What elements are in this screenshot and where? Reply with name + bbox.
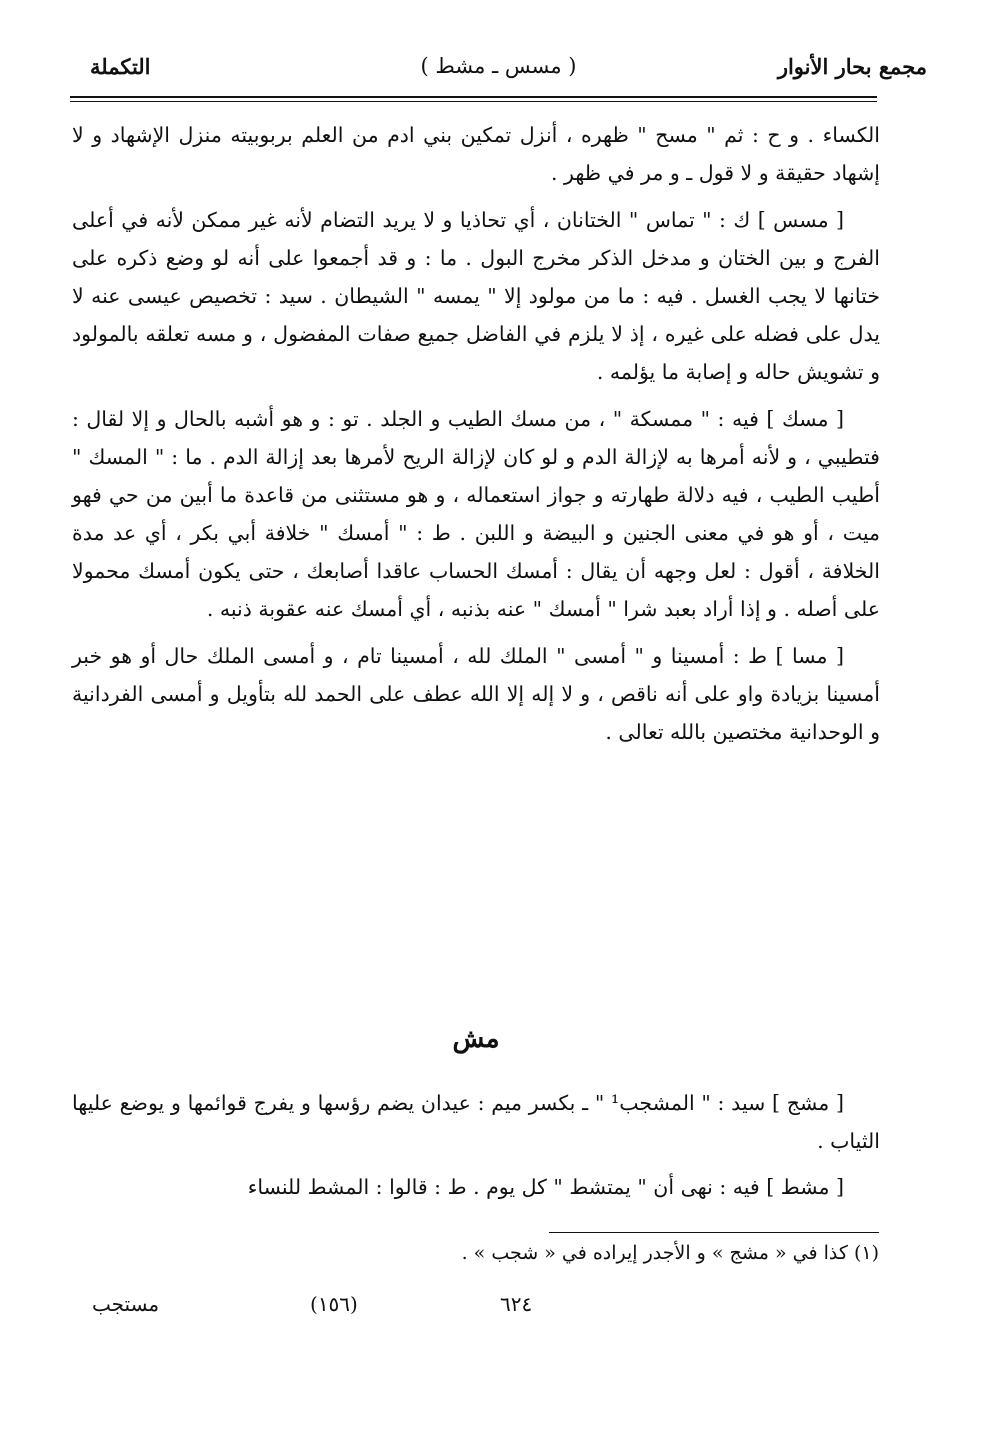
signature-number: (١٥٦): [310, 1292, 358, 1316]
page-footer: [70, 1292, 927, 1328]
paragraph-msht: [ مشط ] فيه : نهى أن " يمتشط " كل يوم . ط : قالوا : المشط للنساء: [247, 1175, 844, 1199]
header-rule: [70, 96, 877, 102]
running-header: [70, 48, 927, 92]
paragraph-mss: [ مسس ] ك : " تماس " الختانان ، أي تحاذيا و لا يريد التضام لأنه غير ممكن لأنه في أعلى الفرج و بين الختان و مدخل الذكر مخرج البول . ما : و قد أجمعوا على أنه لو وضع ذكره على ختانها لا يجب الغسل . فيه : ما من مولود إلا " يمسه " الشيطان . سيد : تخصيص عيسى عنه لا يدل على فضله على غيره ، إذ لا يلزم في الفاضل جميع صفات المفضول ، و مسه تعلقه بالمولود و تشويش حاله و إصابة ما يؤلمه .: [72, 208, 880, 384]
footnote: (١) كذا في « مشج » و الأجدر إيراده في « شجب » .: [461, 1242, 879, 1264]
section-label: التكملة: [90, 54, 151, 79]
book-title: مجمع بحار الأنوار: [777, 54, 927, 79]
paragraph-msk: [ مسك ] فيه : " ممسكة " ، من مسك الطيب و الجلد . تو : و هو أشبه بالحال و إلا لقال : فتطيبي ، و لأنه أمرها به لإزالة الدم و لو كان لإزالة الريح لأمرها بعد إزالة الدم . ما : " المسك " أطيب الطيب ، فيه دلالة طهارته و جواز استعماله ، و هو مستثنى من قاعدة ما أبين من حي فهو ميت ، أو هو في معنى الجنين و البيضة و اللبن . ط : " أمسك " خلافة أبي بكر ، أي عد مدة الخلافة ، أقول : لعل وجهه أن يقال : أمسك الحساب عاقدا أصابعك ، حتى يكون أمسك محمولا على أصله . و إذا أراد بعبد شرا " أمسك " عنه بذنبه ، أي أمسك عنه عقوبة ذنبه .: [72, 407, 880, 621]
signature-word: مستجب: [92, 1292, 160, 1316]
footnote-rule: [549, 1232, 879, 1233]
paragraph-kisa: الكساء . و ح : ثم " مسح " ظهره ، أنزل تمكين بني ادم من العلم بربوبيته منزل الإشهاد و لا إشهاد حقيقة و لا قول ـ و مر في ظهر .: [72, 123, 880, 185]
entry-range: ( مسس ـ مشط ): [420, 54, 577, 78]
paragraph-mshj: [ مشج ] سيد : " المشجب¹ " ـ بكسر ميم : عيدان يضم رؤسها و يفرج قوائمها و يوضع عليها الثياب .: [72, 1091, 880, 1153]
main-text-2: [72, 1084, 880, 1214]
main-text: [72, 116, 880, 760]
section-heading: مش: [452, 1024, 500, 1054]
paragraph-msa: [ مسا ] ط : أمسينا و " أمسى " الملك لله ، أمسينا تام ، و أمسى الملك حال أو هو خبر أمسينا بزيادة واو على أنه ناقص ، و لا إله إلا الله عطف على الحمد لله بتأويل و أمسى الفردانية و الوحدانية مختصين بالله تعالى .: [72, 644, 880, 744]
page-number: ٦٢٤: [500, 1292, 533, 1316]
